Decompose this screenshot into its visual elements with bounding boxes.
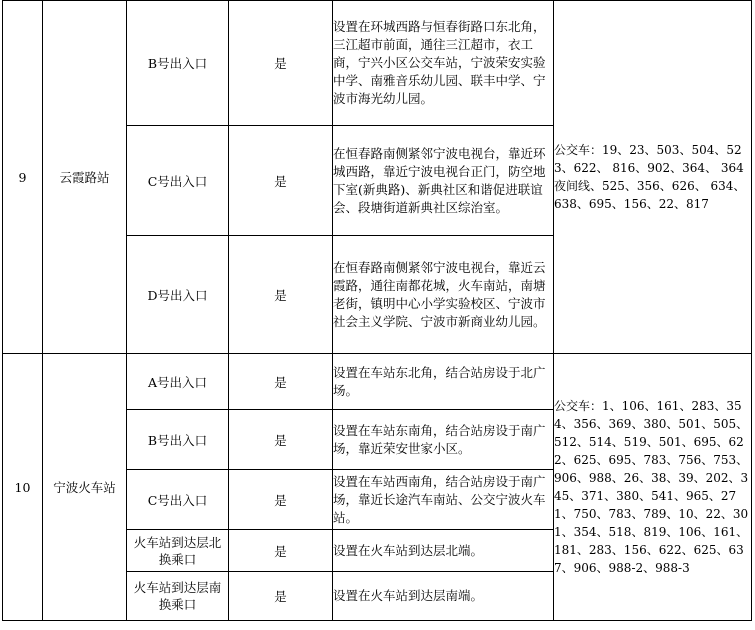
table-row bbox=[3, 354, 752, 410]
station-name: 宁波火车站 bbox=[43, 354, 127, 621]
exit-description: 设置在火车站到达层北端。 bbox=[333, 530, 554, 572]
exit-name-cell bbox=[127, 572, 229, 621]
accessible-flag: 是 bbox=[229, 236, 333, 354]
bus-lines: 公交车：19、23、503、504、523、622、 816、902、364、 364夜间线、525、356、626、 634、638、695、156、22、817 bbox=[554, 1, 752, 354]
accessible-flag: 是 bbox=[229, 470, 333, 530]
exit-description: 设置在车站东南角，结合站房设于南广场，靠近荣安世家小区。 bbox=[333, 410, 554, 470]
accessible-flag: 是 bbox=[229, 126, 333, 236]
exit-description: 设置在车站东北角，结合站房设于北广场。 bbox=[333, 354, 554, 410]
accessible-flag: 是 bbox=[229, 530, 333, 572]
exit-name: 火车站到达层北换乘口 bbox=[133, 534, 222, 567]
station-number: 10 bbox=[3, 354, 43, 621]
station-name: 云霞路站 bbox=[43, 1, 127, 354]
accessible-flag: 是 bbox=[229, 410, 333, 470]
exit-name: A号出入口 bbox=[127, 354, 229, 410]
exit-name: C号出入口 bbox=[127, 470, 229, 530]
exit-description: 设置在车站西南角，结合站房设于南广场，靠近长途汽车南站、公交宁波火车站。 bbox=[333, 470, 554, 530]
exit-description: 设置在火车站到达层南端。 bbox=[333, 572, 554, 621]
table-row bbox=[3, 1, 752, 126]
accessible-flag: 是 bbox=[229, 354, 333, 410]
exit-name-cell bbox=[127, 530, 229, 572]
exit-name: B号出入口 bbox=[127, 1, 229, 126]
bus-lines: 公交车：1、106、161、283、354、356、369、380、501、505、512、514、519、501、695、622、625、695、783、756、753、906、988、26、38、39、202、345、371、380、541、965、271、750、783、789、10、22、301、354、518、819、106、161、181、283、156、622、625、637、906、988-2、988-3 bbox=[554, 354, 752, 621]
exit-description: 在恒春路南侧紧邻宁波电视台，靠近云霞路，通往南都花城，火车南站，南塘老街，镇明中心小学实验校区、宁波市社会主义学院、宁波市新商业幼儿园。 bbox=[333, 236, 554, 354]
accessible-flag: 是 bbox=[229, 572, 333, 621]
exit-description: 设置在环城西路与恒春街路口东北角，三江超市前面，通往三江超市，衣工商，宁兴小区公交车站，宁波荣安实验中学、南雅音乐幼儿园、联丰中学、宁波市海光幼儿园。 bbox=[333, 1, 554, 126]
exit-name: C号出入口 bbox=[127, 126, 229, 236]
exit-description: 在恒春路南侧紧邻宁波电视台，靠近环城西路，靠近宁波电视台正门，防空地下室(新典路)、新典社区和谐促进联谊会、段塘街道新典社区综治室。 bbox=[333, 126, 554, 236]
station-exit-table bbox=[2, 0, 752, 621]
exit-name: D号出入口 bbox=[127, 236, 229, 354]
exit-name: 火车站到达层南换乘口 bbox=[133, 580, 222, 612]
station-number: 9 bbox=[3, 1, 43, 354]
accessible-flag: 是 bbox=[229, 1, 333, 126]
exit-name: B号出入口 bbox=[127, 410, 229, 470]
